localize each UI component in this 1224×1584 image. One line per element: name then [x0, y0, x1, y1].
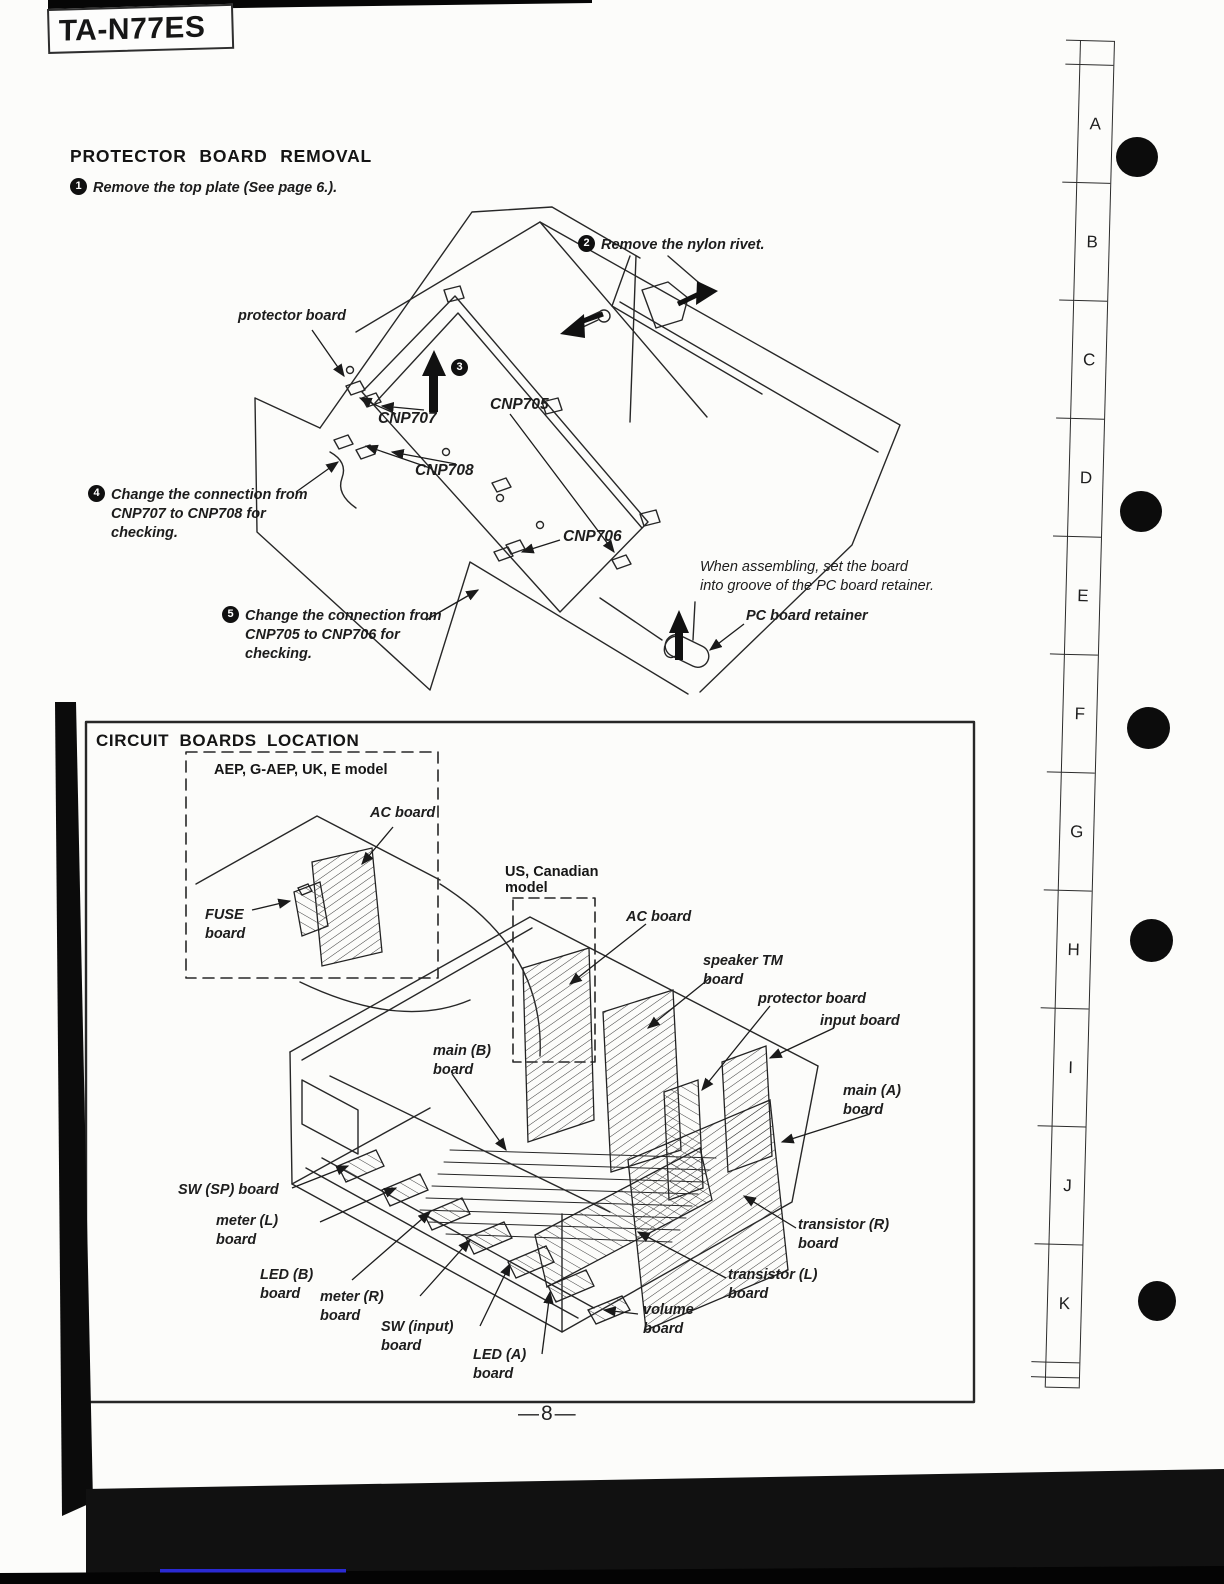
index-cell-d: D — [1068, 418, 1104, 537]
model-title-box — [47, 4, 234, 54]
page-number: —8— — [518, 1402, 578, 1425]
label-ac-board-us: AC board — [626, 909, 692, 925]
step-1: 1 Remove the top plate (See page 6.). — [70, 179, 337, 198]
section-title-protector-removal: PROTECTOR BOARD REMOVAL — [70, 146, 373, 166]
step-5: 5 Change the connection from CNP705 to CNP706 for checking. — [222, 607, 442, 664]
index-cell-bottom-2 — [1046, 1377, 1079, 1389]
index-cell-c: C — [1071, 300, 1107, 419]
index-cell-bottom — [1046, 1362, 1079, 1378]
label-aep-model: AEP, G-AEP, UK, E model — [214, 762, 388, 778]
registration-dot — [1120, 491, 1162, 532]
upper-leader-arrows — [296, 330, 744, 650]
label-transistor-r-board: transistor (R) board — [798, 1217, 890, 1253]
label-led-b-board: LED (B) board — [260, 1267, 314, 1303]
index-cell-b: B — [1074, 182, 1110, 301]
label-assembling-note: When assembling, set the board into groove of the PC board retainer. — [700, 559, 935, 595]
index-cell-j: J — [1049, 1126, 1085, 1245]
step-4-marker: 4 — [88, 485, 105, 502]
step-5-marker: 5 — [222, 606, 239, 623]
label-main-b-board: main (B) board — [433, 1043, 491, 1079]
step-2-marker: 2 — [578, 235, 595, 252]
label-cnp708: CNP708 — [415, 462, 474, 479]
step-2: 2 Remove the nylon rivet. — [578, 236, 765, 255]
page-title: TA-N77ES — [58, 10, 206, 48]
index-cell-k: K — [1046, 1244, 1082, 1363]
label-main-a-board: main (A) board — [843, 1083, 901, 1119]
registration-dot — [1138, 1281, 1176, 1321]
label-us-canadian-model: US, Canadian model — [505, 864, 599, 896]
registration-dot — [1127, 707, 1170, 749]
label-meter-r-board: meter (R) board — [320, 1289, 384, 1325]
label-ac-board-aep: AC board — [370, 805, 436, 821]
label-sw-input-board: SW (input) board — [381, 1319, 454, 1355]
label-protector-board-location: protector board — [758, 991, 866, 1007]
step-3-marker: 3 — [451, 359, 468, 376]
index-cell-g: G — [1059, 772, 1095, 891]
label-transistor-l-board: transistor (L) board — [728, 1267, 818, 1303]
label-meter-l-board: meter (L) board — [216, 1213, 279, 1249]
index-cell-i: I — [1053, 1008, 1089, 1127]
index-cell-top — [1080, 40, 1114, 65]
label-cnp706: CNP706 — [563, 528, 622, 545]
index-cell-f: F — [1062, 654, 1098, 773]
scan-artifact-blue-line — [160, 1569, 346, 1573]
label-sw-sp-board: SW (SP) board — [178, 1182, 279, 1198]
label-fuse-board: FUSE board — [205, 907, 246, 943]
label-led-a-board: LED (A) board — [473, 1347, 527, 1383]
label-pc-board-retainer: PC board retainer — [746, 608, 868, 624]
label-speaker-tm-board: speaker TM board — [703, 953, 783, 989]
label-protector-board: protector board — [238, 308, 346, 324]
section-title-circuit-boards: CIRCUIT BOARDS LOCATION — [96, 731, 360, 750]
label-volume-board: volume board — [643, 1302, 694, 1338]
circuit-boards-panels — [294, 848, 788, 1330]
label-cnp705: CNP705 — [490, 396, 549, 413]
step-4: 4 Change the connection from CNP707 to CNP708 for checking. — [88, 486, 308, 543]
index-cell-e: E — [1065, 536, 1101, 655]
label-input-board: input board — [820, 1013, 900, 1029]
registration-dot — [1130, 919, 1173, 962]
registration-dot — [1116, 137, 1158, 177]
step-1-marker: 1 — [70, 178, 87, 195]
index-cell-h: H — [1056, 890, 1092, 1009]
index-cell-a: A — [1077, 64, 1113, 183]
label-cnp707: CNP707 — [378, 410, 437, 427]
